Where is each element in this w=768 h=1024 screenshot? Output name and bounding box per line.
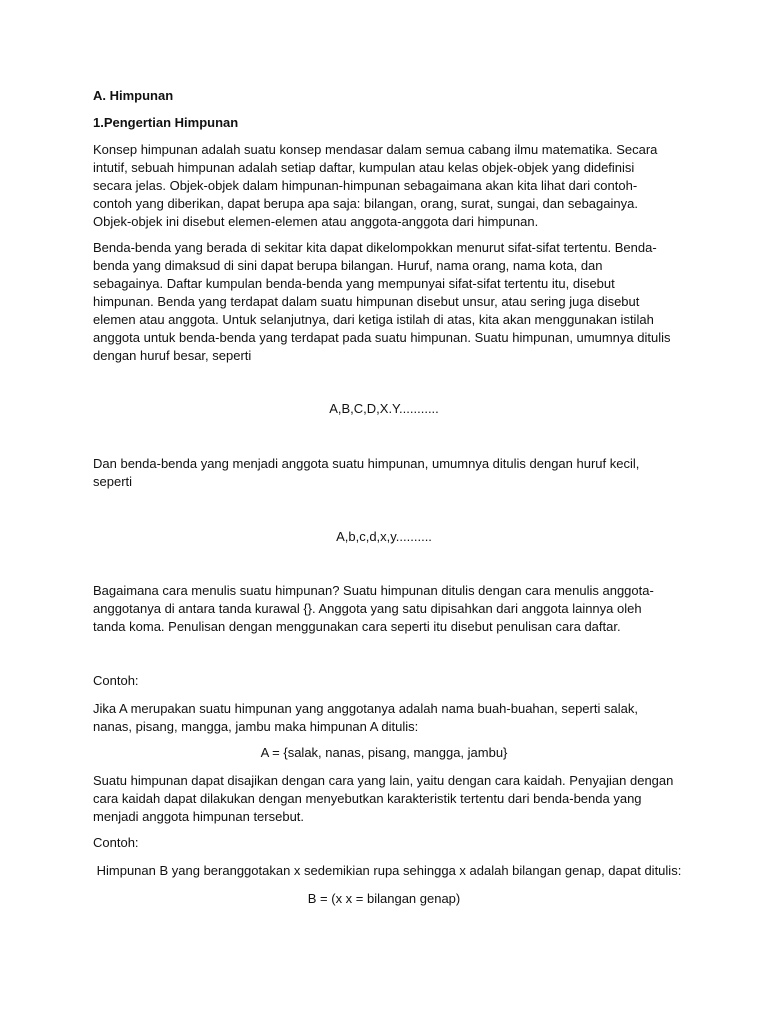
example-label-2: Contoh: (93, 835, 139, 850)
paragraph-5: Jika A merupakan suatu himpunan yang anggotanya adalah nama buah-buahan, seperti salak, nanas, pisang, mangga, jambu maka himpunan A ditulis: (93, 701, 638, 734)
paragraph-4: Bagaimana cara menulis suatu himpunan? Suatu himpunan ditulis dengan cara menulis anggota-anggotanya di antara tanda kurawal {}. Anggota yang satu dipisahkan dari anggota lainnya oleh tanda koma. Penulisan dengan menggunakan cara seperti itu disebut penulisan cara daftar. (93, 583, 654, 634)
section-heading: A. Himpunan (93, 88, 174, 103)
paragraph-7: Himpunan B yang beranggotakan x sedemikian rupa sehingga x adalah bilangan genap, dapat ditulis: (93, 863, 682, 878)
example-uppercase: A,B,C,D,X.Y........... (329, 401, 439, 416)
example-lowercase: A,b,c,d,x,y.......... (336, 529, 432, 544)
example-label-1: Contoh: (93, 673, 139, 688)
subsection-heading: 1.Pengertian Himpunan (93, 115, 239, 130)
paragraph-1: Konsep himpunan adalah suatu konsep mendasar dalam semua cabang ilmu matematika. Secara intutif, sebuah himpunan adalah setiap daftar, kumpulan atau kelas objek-objek yang didefinisi secara jelas. Objek-objek dalam himpunan-himpunan sebagaimana akan kita lihat dari contoh-contoh yang diberikan, dapat berupa apa saja: bilangan, orang, surat, sungai, dan sebagainya. Objek-objek ini disebut elemen-elemen atau anggota-anggota dari himpunan. (93, 142, 658, 229)
paragraph-2: Benda-benda yang berada di sekitar kita dapat dikelompokkan menurut sifat-sifat tertentu. Benda-benda yang dimaksud di sini dapat berupa bilangan. Huruf, nama orang, nama kota, dan sebagainya. Daftar kumpulan benda-benda yang mempunyai sifat-sifat tertentu itu, disebut himpunan. Benda yang terdapat dalam suatu himpunan disebut unsur, atau sering juga disebut elemen atau anggota. Untuk selanjutnya, dari ketiga istilah di atas, kita akan menggunakan istilah anggota untuk benda-benda yang terdapat pada suatu himpunan. Suatu himpunan, umumnya ditulis dengan huruf besar, seperti (93, 240, 671, 363)
paragraph-3: Dan benda-benda yang menjadi anggota suatu himpunan, umumnya ditulis dengan huruf kecil, seperti (93, 456, 640, 489)
set-a-notation: A = {salak, nanas, pisang, mangga, jambu} (260, 745, 508, 760)
set-b-notation: B = (x x = bilangan genap) (307, 891, 461, 906)
paragraph-6: Suatu himpunan dapat disajikan dengan cara yang lain, yaitu dengan cara kaidah. Penyajian dengan cara kaidah dapat dilakukan dengan menyebutkan karakteristik tertentu dari benda-benda yang menjadi anggota himpunan tersebut. (93, 773, 674, 824)
